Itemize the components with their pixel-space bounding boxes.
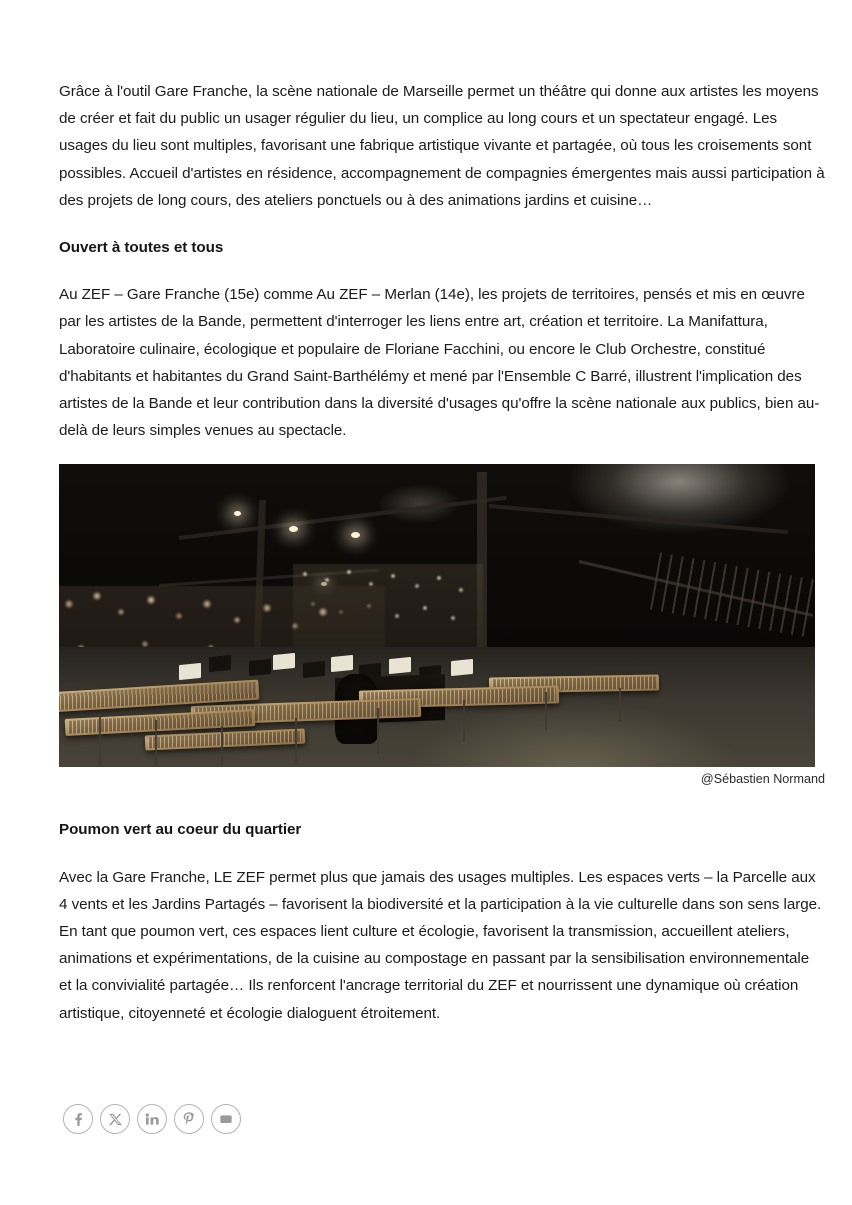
paragraph-ouvert-a-toutes-et-tous: Au ZEF – Gare Franche (15e) comme Au ZEF – Merlan (14e), les projets de territoires, pensés et mis en œuvre par les artistes de la Bande, permettent d'interroger les liens entre art, création et territoire. La Manifattura, Laboratoire culinaire, écologique et populaire de Floriane Facchini, ou encore le Club Orchestre, constitué d'habitants et habitantes du Grand Saint-Barthélémy et mené par l'Ensemble C Barré, illustrent l'implication des artistes de la Bande et leur contribution dans la diversité d'usages qu'offre la scène nationale aux publics, bien au-delà de leurs simples venues au spectacle. xyxy=(59,286,820,440)
share-print-button[interactable] xyxy=(211,1104,241,1134)
facebook-icon xyxy=(70,1111,87,1128)
photo-instrument-leg xyxy=(377,708,379,754)
pinterest-icon xyxy=(181,1111,197,1127)
photo-instrument-leg xyxy=(463,700,465,742)
linkedin-icon xyxy=(144,1111,160,1127)
heading-ouvert-a-toutes-et-tous: Ouvert à toutes et tous xyxy=(59,239,224,257)
photo-music-stand xyxy=(451,659,473,676)
photo-music-stand xyxy=(303,661,325,678)
photo-instrument-leg xyxy=(295,718,297,766)
photo-instrument-leg xyxy=(99,714,101,766)
figure-caption: @Sébastien Normand xyxy=(700,772,825,787)
x-twitter-icon xyxy=(108,1112,123,1127)
share-linkedin-button[interactable] xyxy=(137,1104,167,1134)
photo-music-stand xyxy=(331,655,353,672)
heading-poumon-vert: Poumon vert au coeur du quartier xyxy=(59,821,302,839)
photo-instrument-leg xyxy=(545,692,547,730)
social-share-bar xyxy=(63,1104,241,1134)
photo-music-stand xyxy=(179,663,201,680)
share-x-button[interactable] xyxy=(100,1104,130,1134)
photo-instrument-leg xyxy=(155,720,157,766)
share-facebook-button[interactable] xyxy=(63,1104,93,1134)
photo-instrument-leg xyxy=(221,726,223,766)
intro-paragraph: Grâce à l'outil Gare Franche, la scène nationale de Marseille permet un théâtre qui donne aux artistes les moyens de créer et fait du public un usager régulier du lieu, un complice au long cours et un spectateur engagé. Les usages du lieu sont multiples, favorisant une fabrique artistique vivante et partagée, où tous les croisements sont possibles. Accueil d'artistes en résidence, accompagnement de compagnies émergentes mais aussi participation à des projets de long cours, des ateliers ponctuels ou à des animations jardins et cuisine… xyxy=(59,83,825,209)
photo-music-stand xyxy=(209,655,231,672)
photo-music-stand xyxy=(273,653,295,670)
concert-photo xyxy=(59,464,815,767)
share-pinterest-button[interactable] xyxy=(174,1104,204,1134)
photo-music-stand xyxy=(389,657,411,674)
photo-music-stand xyxy=(249,659,271,676)
article-figure xyxy=(59,464,825,787)
photo-instrument-leg xyxy=(619,688,621,722)
article-content xyxy=(59,78,825,1047)
paragraph-poumon-vert: Avec la Gare Franche, LE ZEF permet plus que jamais des usages multiples. Les espaces verts – la Parcelle aux 4 vents et les Jardins Partagés – favorisent la biodiversité et la participation à la vie culturelle dans son sens large. En tant que poumon vert, ces espaces lient culture et écologie, favorisent la transmission, accueillent ateliers, animations et expérimentations, de la cuisine au compostage en passant par la sensibilisation environnementale et la convivialité partagée… Ils renforcent l'ancrage territorial du ZEF et nourrissent une dynamique où création artistique, citoyenneté et écologie dialoguent étroitement. xyxy=(59,868,822,1022)
print-icon xyxy=(218,1111,234,1127)
